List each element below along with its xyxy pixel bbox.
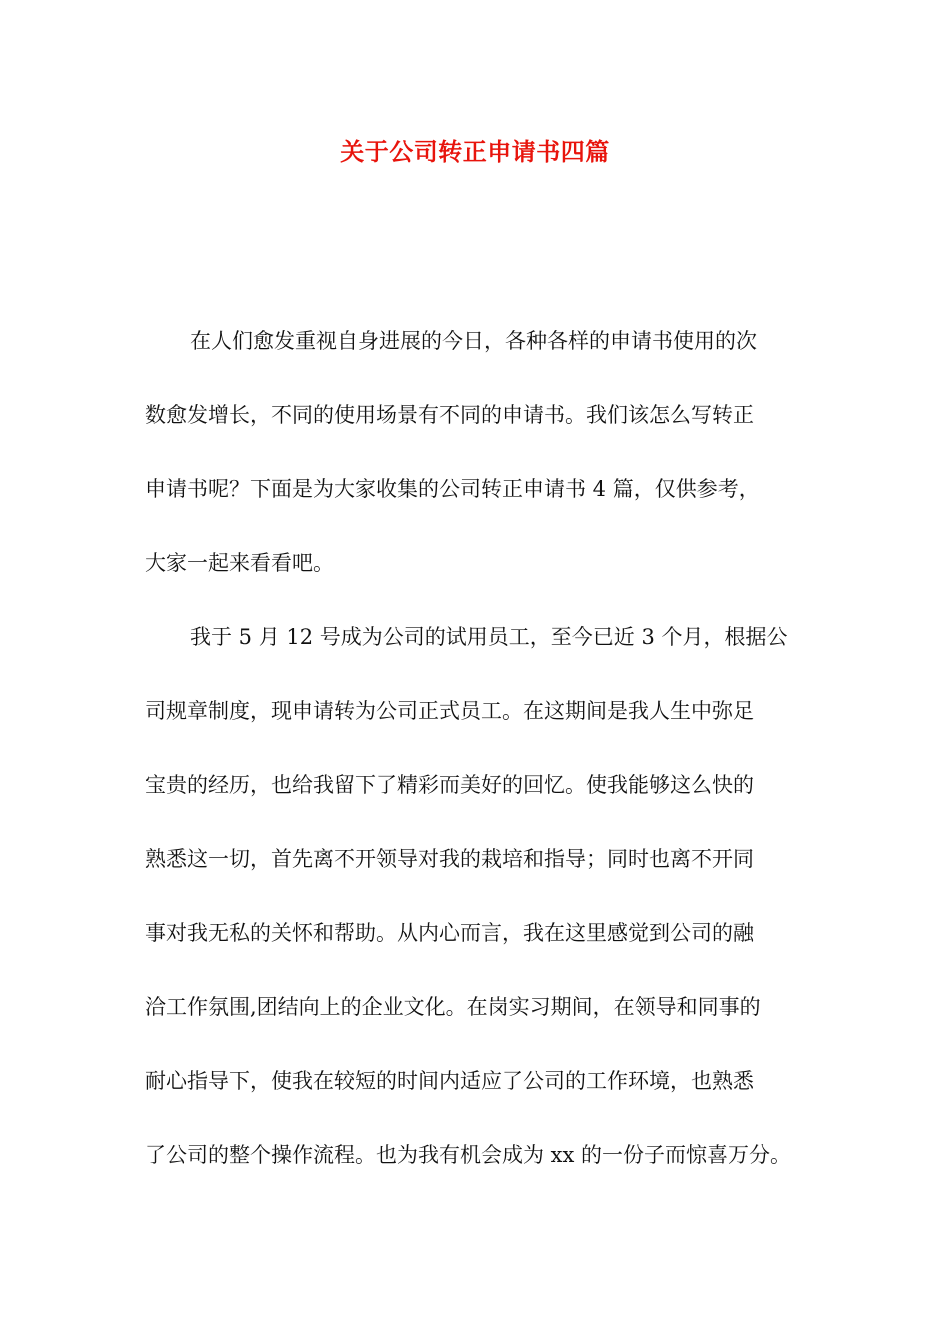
paragraph-line: 司规章制度，现申请转为公司正式员工。在这期间是我人生中弥足 — [145, 699, 754, 723]
document-title: 关于公司转正申请书四篇 — [340, 137, 610, 166]
paragraph-line: 了公司的整个操作流程。也为我有机会成为 xx 的一份子而惊喜万分。 — [145, 1143, 792, 1167]
paragraph-line: 事对我无私的关怀和帮助。从内心而言，我在这里感觉到公司的融 — [145, 921, 754, 945]
paragraph-line: 熟悉这一切，首先离不开领导对我的栽培和指导；同时也离不开同 — [145, 847, 754, 871]
paragraph-line: 洽工作氛围,团结向上的企业文化。在岗实习期间，在领导和同事的 — [145, 995, 761, 1019]
paragraph-line: 数愈发增长，不同的使用场景有不同的申请书。我们该怎么写转正 — [145, 403, 754, 427]
paragraph-line: 我于 5 月 12 号成为公司的试用员工，至今已近 3 个月，根据公 — [190, 625, 788, 649]
paragraph-line: 大家一起来看看吧。 — [145, 551, 334, 575]
paragraph-line: 在人们愈发重视自身进展的今日，各种各样的申请书使用的次 — [190, 329, 757, 353]
paragraph-line: 申请书呢？下面是为大家收集的公司转正申请书 4 篇，仅供参考， — [145, 477, 760, 501]
paragraph-line: 宝贵的经历，也给我留下了精彩而美好的回忆。使我能够这么快的 — [145, 773, 754, 797]
paragraph-line: 耐心指导下，使我在较短的时间内适应了公司的工作环境，也熟悉 — [145, 1069, 754, 1093]
